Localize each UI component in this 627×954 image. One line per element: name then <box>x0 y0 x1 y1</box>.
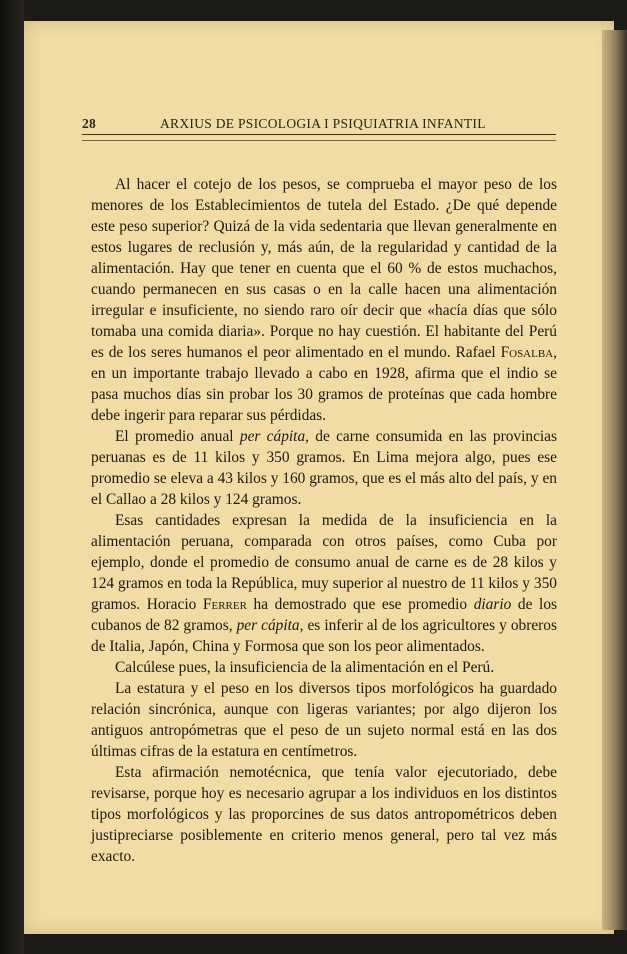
paragraph-text: ha demostrado que ese promedio <box>246 596 474 613</box>
paragraph-text: Calcúlese pues, la insuficiencia de la alimentación en el Perú. <box>115 659 495 676</box>
paragraph-3 <box>91 510 557 657</box>
paragraph-text: de los cubanos de 82 gramos, <box>91 596 558 634</box>
italic-term: diario <box>473 596 512 613</box>
paragraph-text: Esas cantidades expresan la medida de la insuficiencia en la alimentación peruana, comparada con otros países, como Cuba por ejemplo, donde el promedio de consumo anual de carne es de 28 kilos y 124 gramos en toda la República, muy superior al nuestro de 11 kilos y 350 gramos. Horacio <box>91 512 557 613</box>
paragraph-text: La estatura y el peso en los diversos tipos morfológicos ha guardado relación sincrónica, aunque con ligeras variantes; por algo dijeron los antiguos antropómetras que el peso de un sujeto normal está en las dos últimas cifras de la estatura en centímetros. <box>91 680 557 760</box>
italic-term: per cápita, <box>239 428 309 445</box>
paragraph-text: Al hacer el cotejo de los pesos, se comprueba el mayor peso de los menores de los Establecimientos de tutela del Estado. ¿De qué depende este peso superior? Quizá de la vida sedentaria que llevan generalmente en estos lugares de reclusión y, más aún, de la regularidad y cantidad de la alimentación. Hay que tener en cuenta que el 60 % de estos muchachos, cuando permanecen en sus casas o en la calle hacen una alimentación irregular e insuficiente, no siendo raro oír decir que «hacía días que sólo tomaba una comida diaria». Porque no hay cuestión. El habitante del Perú es de los seres humanos el peor alimentado en el mundo. Rafael <box>91 176 557 361</box>
body-text <box>91 174 557 867</box>
paragraph-4 <box>91 657 557 678</box>
paragraph-5 <box>91 678 557 762</box>
running-title: ARXIUS DE PSICOLOGIA I PSIQUIATRIA INFANTIL <box>160 116 486 131</box>
running-header <box>82 116 552 132</box>
paragraph-1 <box>91 174 557 426</box>
header-rule-top <box>82 134 556 135</box>
italic-term: per cápita <box>236 617 300 634</box>
scan-left-margin <box>0 0 24 954</box>
author-name: Ferrer <box>202 596 247 613</box>
paragraph-text: El promedio anual <box>115 428 240 445</box>
paragraph-text: , es inferir al de los agricultores y obreros de Italia, Japón, China y Formosa que son los peor alimentados. <box>91 617 557 655</box>
header-rule-bottom <box>82 140 556 141</box>
paragraph-text: de carne consumida en las provincias peruanas es de 11 kilos y 350 gramos. En Lima mejora algo, pues ese promedio se eleva a 43 kilos y 160 gramos, que es el más alto del país, y en el Callao a 28 kilos y 124 gramos. <box>91 428 557 508</box>
paragraph-text: Esta afirmación nemotécnica, que tenía valor ejecutoriado, debe revisarse, porque hoy es necesario agrupar a los individuos en los distintos tipos morfológicos y las proporcines de sus datos antropométricos deben justipreciarse posiblemente en criterio menos general, pero tal vez más exacto. <box>91 764 557 865</box>
paragraph-6 <box>91 762 557 867</box>
author-name: Fosalba <box>500 344 554 361</box>
paragraph-text: , en un importante trabajo llevado a cabo en 1928, afirma que el indio se pasa muchos días sin probar los 30 gramos de proteínas que cada hombre debe ingerir para reparar sus pérdidas. <box>91 344 557 424</box>
paragraph-2 <box>91 426 557 510</box>
page-edge-shadow <box>602 30 627 930</box>
page-number: 28 <box>82 116 97 131</box>
